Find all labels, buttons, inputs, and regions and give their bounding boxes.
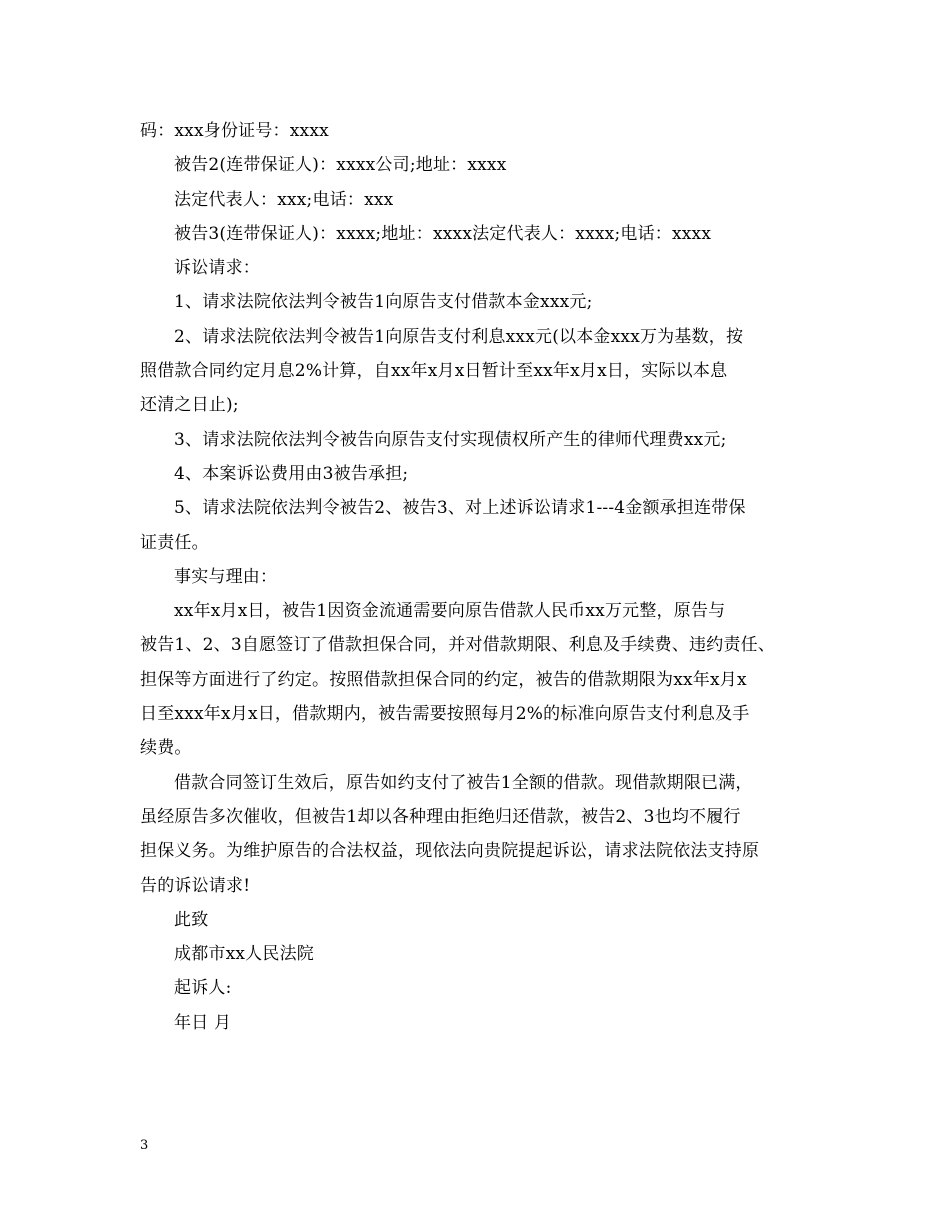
text-line: 2、请求法院依法判令被告1向原告支付利息xxx元(以本金xxx万为基数，按: [174, 326, 744, 347]
text-line: 被告3(连带保证人)：xxxx;地址：xxxx法定代表人：xxxx;电话：xxxx: [174, 223, 712, 244]
text-line: 诉讼请求：: [174, 258, 260, 279]
text-line: 告的诉讼请求!: [140, 875, 251, 896]
text-line: 照借款合同约定月息2%计算，自xx年x月x日暂计至xx年x月x日，实际以本息: [140, 361, 728, 382]
text-line: 事实与理由：: [174, 566, 278, 587]
text-line: 虽经原告多次催收，但被告1却以各种理由拒绝归还借款，被告2、3也均不履行: [140, 806, 741, 827]
text-line: 被告1、2、3自愿签订了借款担保合同，并对借款期限、利息及手续费、违约责任、: [140, 635, 776, 656]
text-line: 日至xxx年x月x日，借款期内，被告需要按照每月2%的标准向原告支付利息及手: [140, 704, 750, 725]
text-line: 还清之日止);: [140, 395, 239, 416]
text-line: 3、请求法院依法判令被告向原告支付实现债权所产生的律师代理费xx元;: [174, 429, 727, 450]
text-line: 码：xxx身份证号：xxxx: [140, 121, 329, 141]
text-line: 法定代表人：xxx;电话：xxx: [174, 189, 394, 210]
text-line: 4、本案诉讼费用由3被告承担;: [174, 463, 409, 484]
text-line: 续费。: [140, 738, 192, 759]
text-line: 此致: [174, 909, 209, 930]
text-line: 1、请求法院依法判令被告1向原告支付借款本金xxx元;: [174, 292, 593, 313]
text-line: 年日 月: [174, 1012, 232, 1033]
text-line: 5、请求法院依法判令被告2、被告3、对上述诉讼请求1---4金额承担连带保: [174, 498, 746, 519]
text-line: xx年x月x日，被告1因资金流通需要向原告借款人民币xx万元整，原告与: [174, 601, 726, 622]
text-line: 成都市xx人民法院: [174, 944, 314, 965]
text-line: 起诉人:: [174, 978, 232, 999]
text-line: 担保义务。为维护原告的合法权益，现依法向贵院提起诉讼，请求法院依法支持原: [140, 841, 760, 862]
text-line: 借款合同签订生效后，原告如约支付了被告1全额的借款。现借款期限已满，: [174, 772, 753, 793]
text-line: 被告2(连带保证人)：xxxx公司;地址：xxxx: [174, 155, 507, 176]
document-body: [140, 114, 820, 1040]
text-line: 担保等方面进行了约定。按照借款担保合同的约定，被告的借款期限为xx年x月x: [140, 669, 747, 690]
text-line: 证责任。: [140, 532, 209, 553]
page-number: 3: [140, 1138, 149, 1153]
